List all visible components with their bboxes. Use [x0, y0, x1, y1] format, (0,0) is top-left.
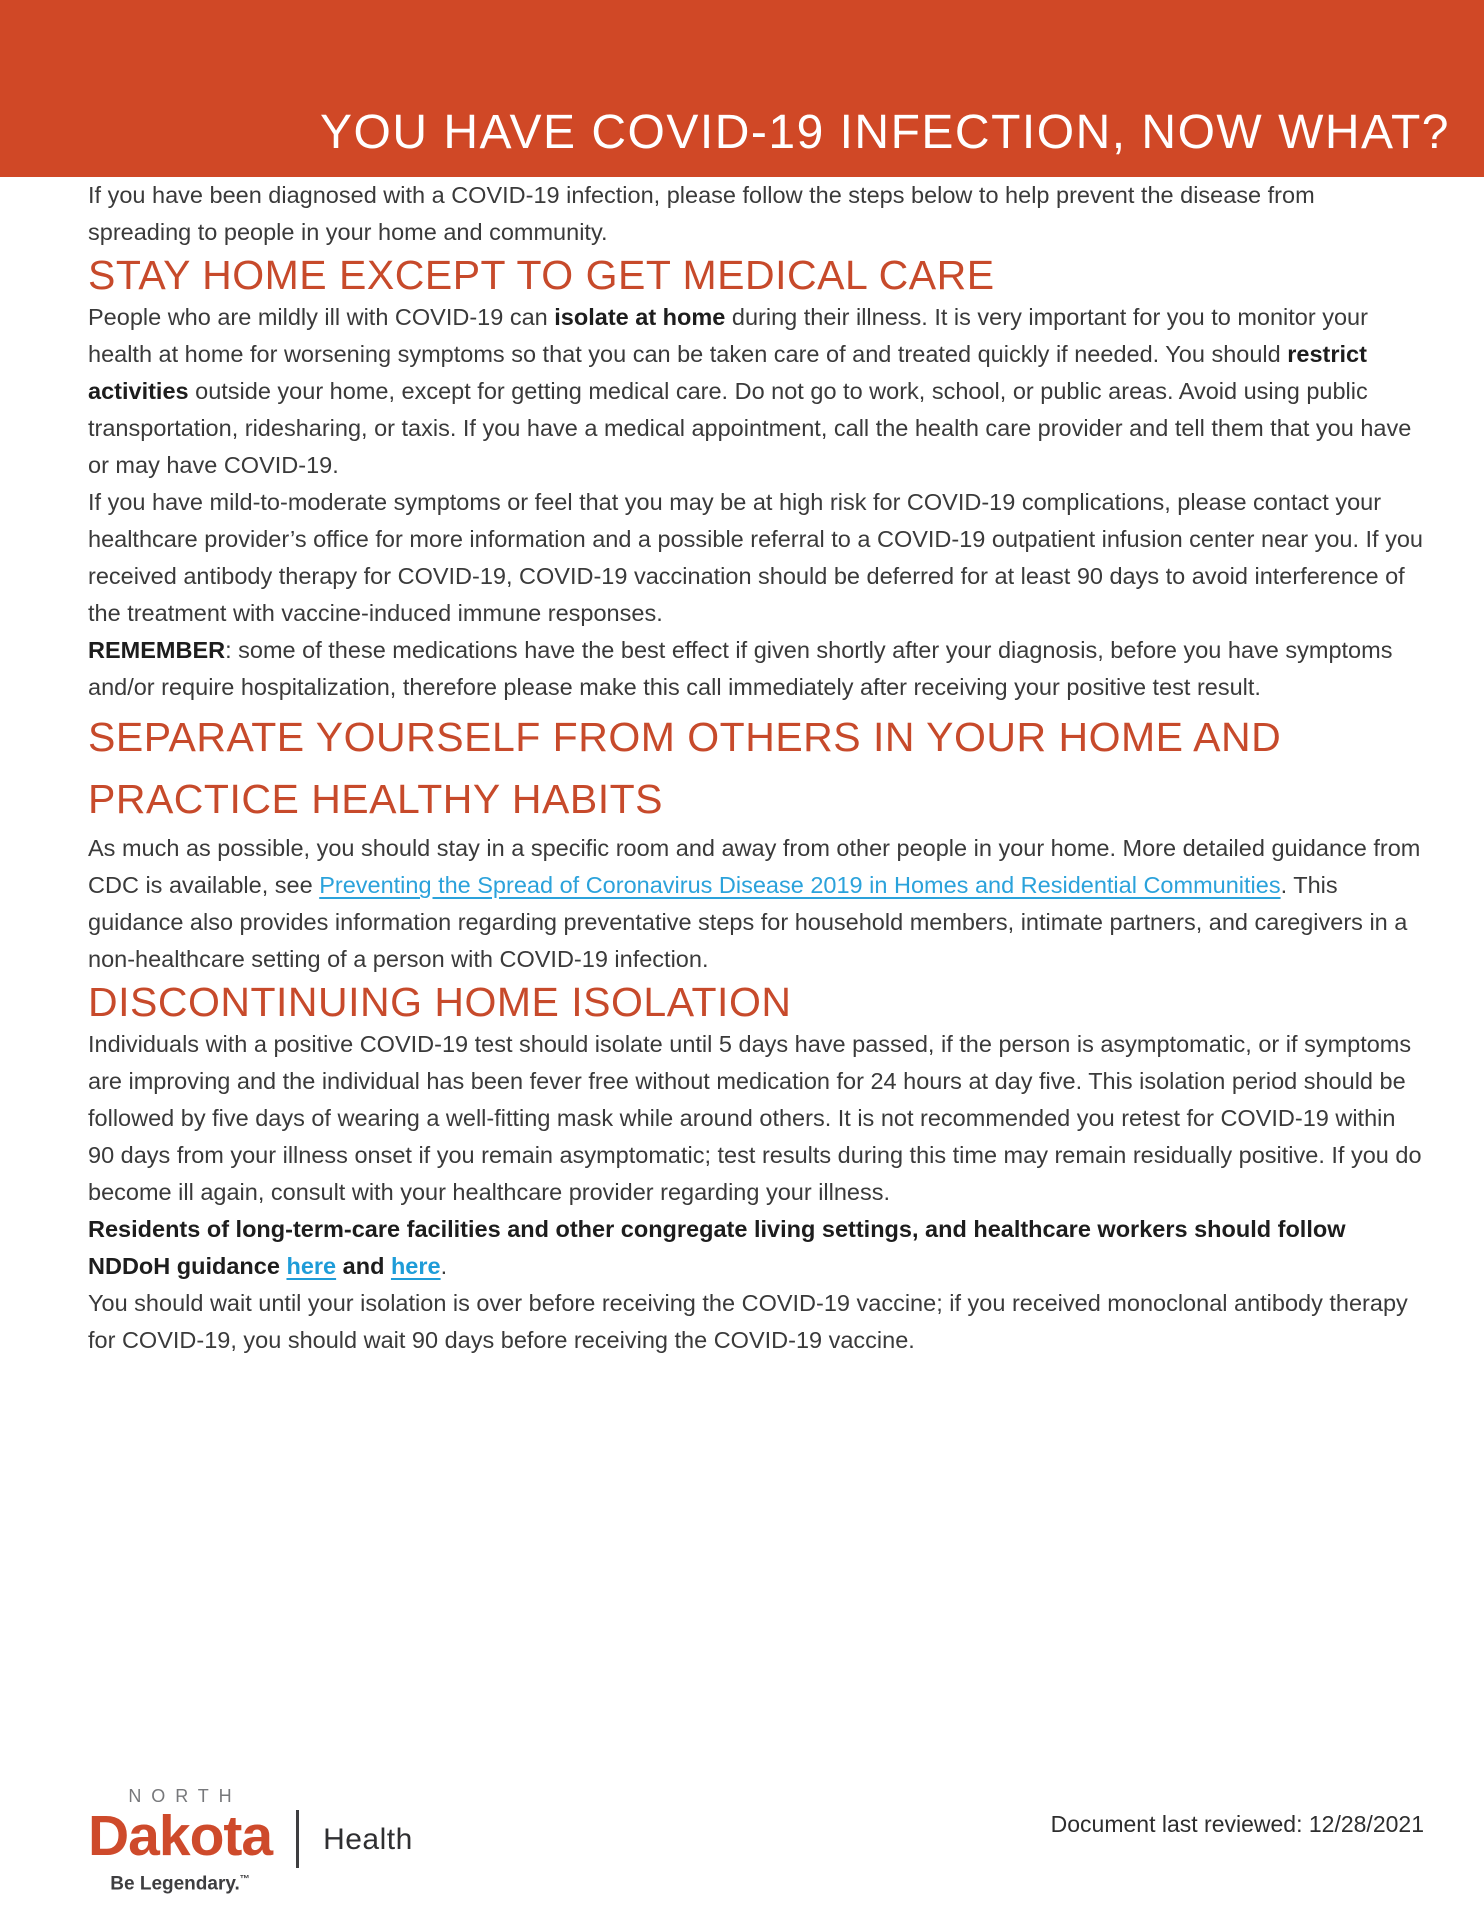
document-last-reviewed: Document last reviewed: 12/28/2021	[1050, 1810, 1424, 1837]
bold-text: Residents of long-term-care facilities and other congregate living settings, and healthcare workers should follow NDDoH guidance	[88, 1216, 1346, 1279]
text-segment: during their illness. It is very important for you to monitor your health at home for worsening symptoms so that you can be taken care of and treated quickly if needed. You should	[88, 304, 1368, 367]
text-segment: outside your home, except for getting medical care. Do not go to work, school, or public areas. Avoid using public transportation, ridesharing, or taxis. If you have a medical appointment, call the health care provider and tell them that you have or may have COVID-19.	[88, 378, 1412, 478]
congregate-settings-paragraph	[88, 1211, 1424, 1285]
heading-line-1: SEPARATE YOURSELF FROM OTHERS IN YOUR HOME AND	[88, 714, 1282, 760]
text-segment: People who are mildly ill with COVID-19 can	[88, 304, 555, 330]
tagline-text: Be Legendary.	[110, 1873, 240, 1894]
north-dakota-health-logo	[88, 1785, 413, 1896]
title-banner	[0, 0, 1484, 177]
text-segment: .	[440, 1253, 448, 1279]
intro-paragraph: If you have been diagnosed with a COVID-19 infection, please follow the steps below to help prevent the disease from spreading to people in your home and community.	[88, 182, 1315, 245]
bold-isolate-at-home: isolate at home	[554, 304, 726, 330]
footer	[88, 1785, 1424, 1896]
separate-yourself-paragraph	[88, 830, 1424, 978]
stay-home-paragraph-1	[88, 299, 1424, 484]
text-segment: . This guidance also provides information regarding preventative steps for household members, intimate partners, and caregivers in a non-healthcare setting of a person with COVID-19 infection.	[88, 872, 1408, 972]
logo-wordmark	[88, 1785, 272, 1896]
document-body	[0, 177, 1484, 1359]
nddoh-guidance-link-1[interactable]: here	[286, 1253, 337, 1279]
logo-dakota-text: Dakota	[88, 1803, 273, 1868]
logo-divider	[296, 1810, 299, 1868]
remember-paragraph	[88, 632, 1424, 706]
section-heading-discontinuing-isolation: DISCONTINUING HOME ISOLATION	[88, 979, 792, 1025]
logo-health-text: Health	[323, 1822, 413, 1856]
bold-text: and	[336, 1253, 391, 1279]
discontinuing-isolation-paragraph: Individuals with a positive COVID-19 test should isolate until 5 days have passed, if the person is asymptomatic, or if symptoms are improving and the individual has been fever free without medication for 24 hours at day five. This isolation period should be followed by five days of wearing a well-fitting mask while around others. It is not recommended you retest for COVID-19 within 90 days from your illness onset if you remain asymptomatic; test results during this time may remain residually positive. If you do become ill again, consult with your healthcare provider regarding your illness.	[88, 1031, 1422, 1205]
cdc-guidance-link[interactable]: Preventing the Spread of Coronavirus Disease 2019 in Homes and Residential Communities	[319, 872, 1281, 898]
section-heading-stay-home: STAY HOME EXCEPT TO GET MEDICAL CARE	[88, 252, 995, 298]
bold-restrict-activities: restrict activities	[88, 341, 1367, 404]
heading-line-2: PRACTICE HEALTHY HABITS	[88, 776, 663, 822]
section-heading-separate-yourself	[88, 706, 1424, 830]
vaccine-wait-paragraph: You should wait until your isolation is over before receiving the COVID-19 vaccine; if you received monoclonal antibody therapy for COVID-19, you should wait 90 days before receiving the COVID-19 vaccine.	[88, 1290, 1408, 1353]
trademark-symbol: ™	[239, 1873, 250, 1885]
nddoh-guidance-link-2[interactable]: here	[390, 1253, 441, 1279]
text-segment: As much as possible, you should stay in a specific room and away from other people in your home. More detailed guidance from CDC is available, see	[88, 835, 1421, 898]
logo-north-text: NORTH	[128, 1785, 242, 1806]
text-segment: : some of these medications have the best effect if given shortly after your diagnosis, before you have symptoms and/or require hospitalization, therefore please make this call immediately after receiving your positive test result.	[88, 637, 1393, 700]
stay-home-paragraph-2: If you have mild-to-moderate symptoms or feel that you may be at high risk for COVID-19 complications, please contact your healthcare provider’s office for more information and a possible referral to a COVID-19 outpatient infusion center near you. If you received antibody therapy for COVID-19, COVID-19 vaccination should be deferred for at least 90 days to avoid interference of the treatment with vaccine-induced immune responses.	[88, 489, 1424, 626]
bold-remember: REMEMBER	[88, 637, 226, 663]
page-title: YOU HAVE COVID-19 INFECTION, NOW WHAT?	[320, 106, 1450, 159]
logo-tagline	[110, 1868, 250, 1896]
